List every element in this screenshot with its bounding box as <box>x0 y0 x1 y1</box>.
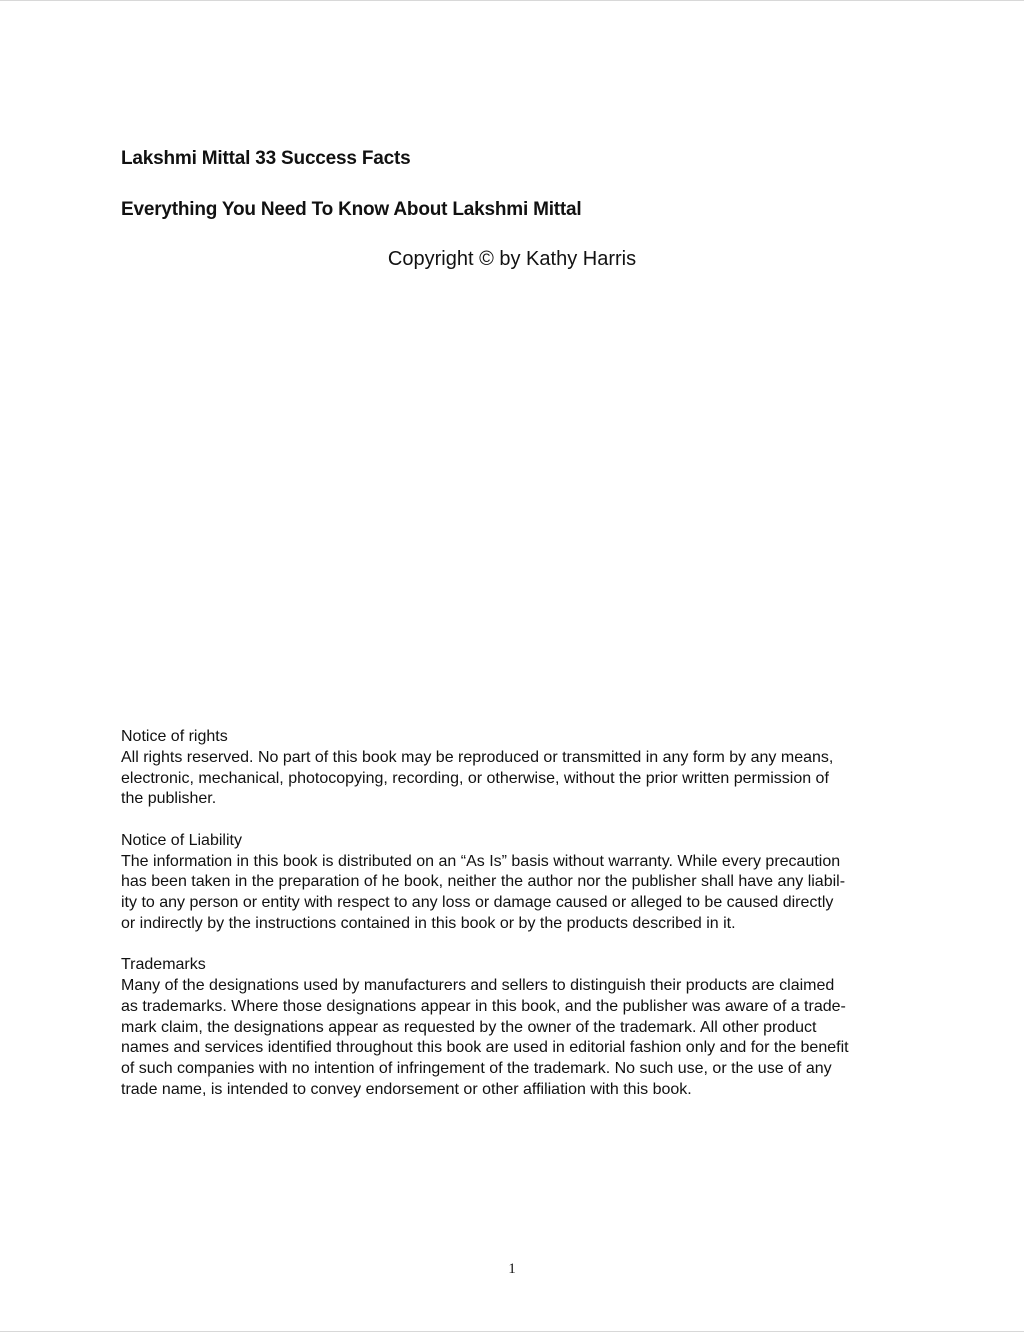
notice-line: trade name, is intended to convey endorsement or other affiliation with this book. <box>121 1080 692 1098</box>
notice-line: ity to any person or entity with respect to any loss or damage caused or alleged to be caused directly <box>121 894 834 911</box>
page-bottom-edge <box>0 1331 1024 1332</box>
page-top-edge <box>0 0 1024 1</box>
notice-line: as trademarks. Where those designations appear in this book, and the publisher was aware of a trade- <box>121 997 846 1015</box>
notice-trademarks <box>121 955 911 1100</box>
book-subtitle: Everything You Need To Know About Lakshmi Mittal <box>121 199 582 220</box>
notice-line: has been taken in the preparation of he book, neither the author nor the publisher shall have any liabil- <box>121 873 846 891</box>
notice-line: electronic, mechanical, photocopying, recording, or otherwise, without the prior written permission of <box>121 769 829 787</box>
notice-line: or indirectly by the instructions contained in this book or by the products described in it. <box>121 914 736 932</box>
page-number: 1 <box>508 1261 516 1277</box>
notice-line: names and services identified throughout this book are used in editorial fashion only and for the benefit <box>121 1039 849 1057</box>
notice-line: Many of the designations used by manufacturers and sellers to distinguish their products are claimed <box>121 977 835 994</box>
notice-line: All rights reserved. No part of this book may be reproduced or transmitted in any form by any means, <box>121 748 834 766</box>
notice-heading: Notice of Liability <box>121 831 242 849</box>
notice-heading: Notice of rights <box>121 728 228 745</box>
notice-line: of such companies with no intention of infringement of the trademark. No such use, or the use of any <box>121 1060 832 1077</box>
notice-line: mark claim, the designations appear as requested by the owner of the trademark. All other product <box>121 1018 817 1036</box>
notice-line: the publisher. <box>121 790 217 808</box>
notice-of-rights <box>121 727 911 810</box>
copyright-line: Copyright © by Kathy Harris <box>387 248 637 270</box>
legal-notices <box>121 727 911 1121</box>
notice-line: The information in this book is distributed on an “As Is” basis without warranty. While every precaution <box>121 852 841 870</box>
notice-heading: Trademarks <box>121 956 206 974</box>
notice-of-liability <box>121 831 911 935</box>
book-title: Lakshmi Mittal 33 Success Facts <box>121 148 411 169</box>
